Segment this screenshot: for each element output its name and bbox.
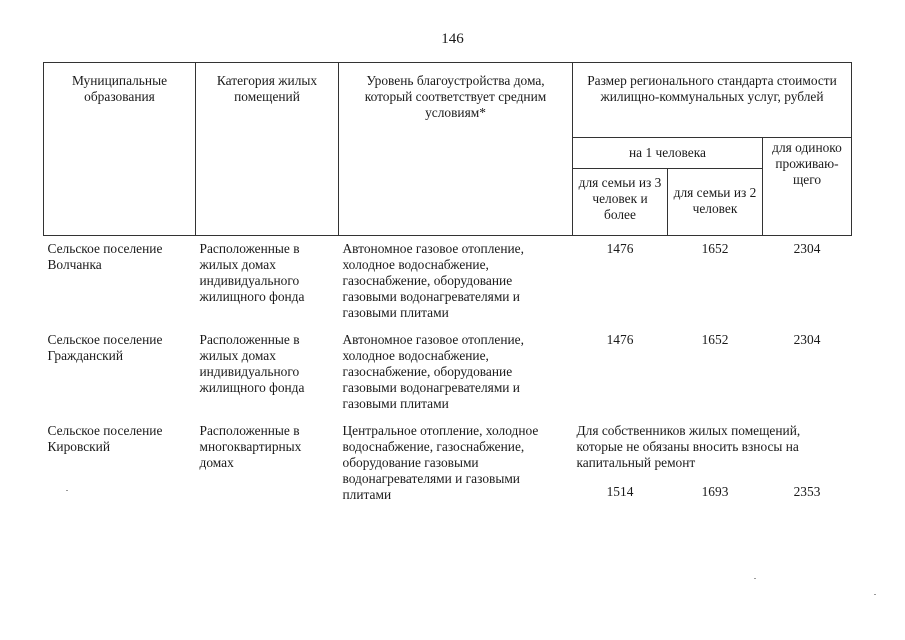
header-family3: для семьи из 3 человек и более bbox=[573, 169, 668, 236]
page-number: 146 bbox=[441, 31, 464, 47]
table-row bbox=[44, 418, 852, 480]
cell-family3: 1514 bbox=[606, 483, 634, 499]
header-family2: для семьи из 2 человек bbox=[668, 169, 763, 236]
table-row bbox=[44, 236, 852, 328]
cell-family2: 1652 bbox=[701, 332, 729, 347]
scan-speck bbox=[66, 490, 68, 491]
header-level: Уровень благоустройства дома, который соответствует средним условиям* bbox=[339, 63, 573, 236]
scan-speck bbox=[874, 594, 876, 595]
header-per-person: на 1 человека bbox=[573, 138, 763, 169]
cell-category: Расположенные в многоквартирных домах bbox=[199, 423, 302, 470]
header-municipality: Муниципальные образования bbox=[44, 63, 196, 236]
cell-family2: 1652 bbox=[701, 241, 729, 256]
scan-speck bbox=[754, 578, 756, 579]
cell-family3: 1476 bbox=[606, 332, 634, 347]
cell-level: Автономное газовое отопление, холодное водоснабжение, газоснабжение, оборудование газовыми водонагревателями и газовыми плитами bbox=[342, 241, 524, 320]
cell-category: Расположенные в жилых домах индивидуального жилищного фонда bbox=[199, 332, 305, 395]
cell-level: Автономное газовое отопление, холодное водоснабжение, газоснабжение, оборудование газовыми водонагревателями и газовыми плитами bbox=[342, 332, 524, 411]
cell-note: Для собственников жилых помещений, которые не обязаны вносить взносы на капитальный ремонт bbox=[576, 423, 801, 470]
cell-municipality: Сельское поселение Гражданский bbox=[47, 332, 163, 363]
cell-single: 2304 bbox=[793, 241, 821, 256]
cell-single: 2353 bbox=[793, 483, 821, 499]
cell-family3: 1476 bbox=[606, 241, 634, 256]
header-size-group: Размер регионального стандарта стоимости жилищно-коммунальных услуг, рублей bbox=[573, 63, 852, 138]
cell-category: Расположенные в жилых домах индивидуального жилищного фонда bbox=[199, 241, 305, 304]
regional-standard-table bbox=[43, 62, 852, 503]
cell-level: Центральное отопление, холодное водоснабжение, газоснабжение, оборудование газовыми водонагревателями и газовыми плитами bbox=[342, 423, 539, 502]
header-single: для одиноко проживаю-щего bbox=[763, 138, 852, 236]
header-category: Категория жилых помещений bbox=[196, 63, 339, 236]
cell-municipality: Сельское поселение Кировский bbox=[47, 423, 163, 454]
cell-family2: 1693 bbox=[701, 483, 729, 499]
table-row bbox=[44, 327, 852, 418]
cell-municipality: Сельское поселение Волчанка bbox=[47, 241, 163, 272]
cell-single: 2304 bbox=[793, 332, 821, 347]
